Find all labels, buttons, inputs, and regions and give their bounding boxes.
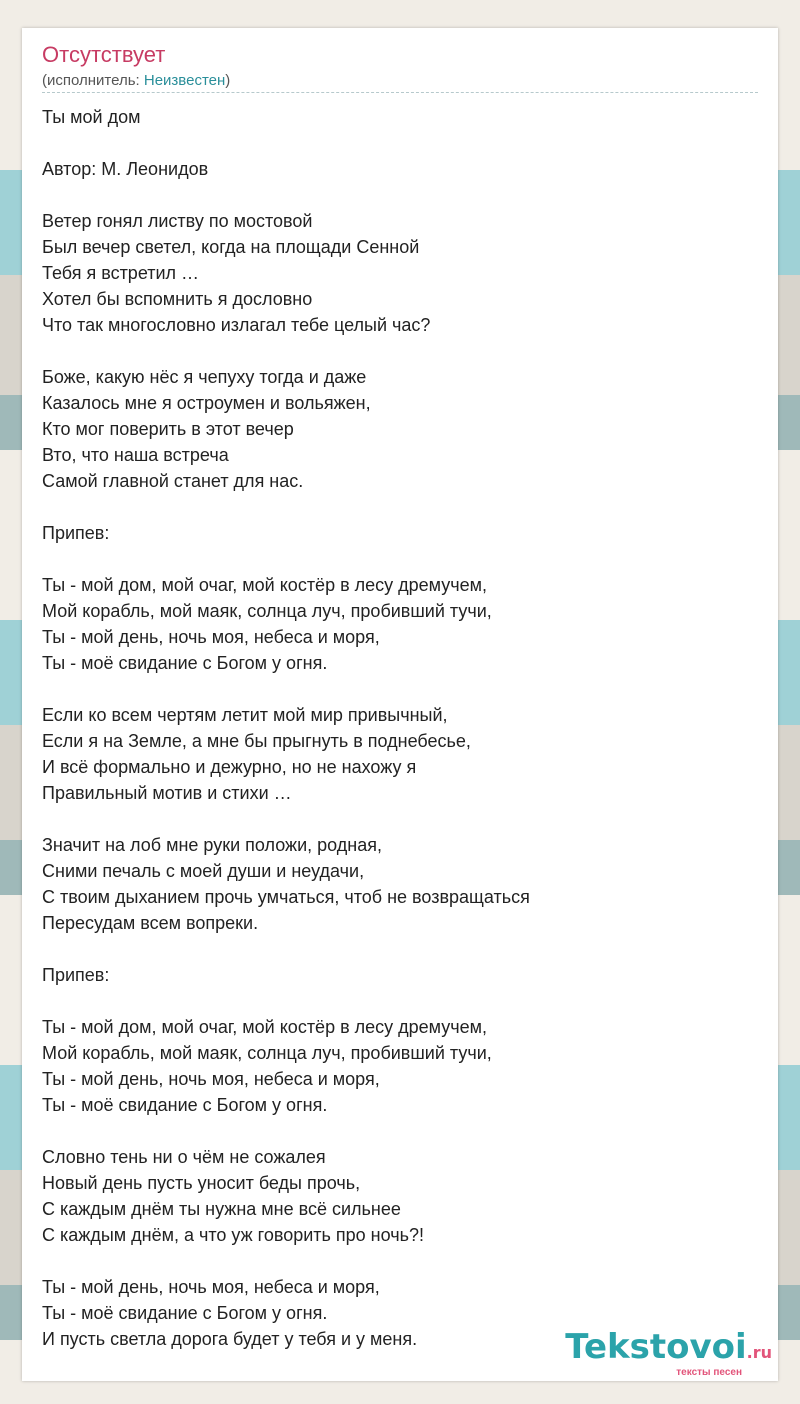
- lyrics-line: Сними печаль с моей души и неудачи,: [42, 861, 365, 881]
- lyrics-line: Новый день пусть уносит беды прочь,: [42, 1173, 361, 1193]
- lyrics-line: Ты - мой день, ночь моя, небеса и моря,: [42, 1277, 380, 1297]
- lyrics-line: И всё формально и дежурно, но не нахожу я: [42, 757, 417, 777]
- lyrics-line: Ты - мой день, ночь моя, небеса и моря,: [42, 627, 380, 647]
- lyrics-line: С каждым днём, а что уж говорить про ночь?!: [42, 1225, 424, 1245]
- performer-link[interactable]: Неизвестен: [143, 72, 226, 89]
- lyrics-blank-line: [42, 1118, 758, 1144]
- lyrics-line: Припев:: [42, 523, 110, 543]
- lyrics-blank-line: [42, 546, 758, 572]
- lyrics-line: Правильный мотив и стихи …: [42, 783, 292, 803]
- lyrics-blank-line: [42, 130, 758, 156]
- lyrics-line: Припев:: [42, 965, 110, 985]
- lyrics-line: Мой корабль, мой маяк, солнца луч, пробивший тучи,: [42, 601, 492, 621]
- logo-tagline: тексты песен: [676, 1367, 742, 1378]
- lyrics-line: Вто, что наша встреча: [42, 445, 229, 465]
- lyrics-line: Был вечер светел, когда на площади Сенной: [42, 237, 420, 257]
- lyrics-blank-line: [42, 806, 758, 832]
- lyrics-card: [22, 28, 778, 1381]
- lyrics-blank-line: [42, 676, 758, 702]
- lyrics-line: Кто мог поверить в этот вечер: [42, 419, 294, 439]
- logo-name: Tekstovoi: [565, 1327, 747, 1367]
- lyrics-blank-line: [42, 338, 758, 364]
- lyrics-line: Пересудам всем вопреки.: [42, 913, 259, 933]
- lyrics-line: Боже, какую нёс я чепуху тогда и даже: [42, 367, 367, 387]
- lyrics-blank-line: [42, 988, 758, 1014]
- lyrics-line: Словно тень ни о чём не сожалея: [42, 1147, 326, 1167]
- performer-prefix: (исполнитель:: [42, 72, 144, 89]
- lyrics-line: Хотел бы вспомнить я дословно: [42, 289, 313, 309]
- lyrics-blank-line: [42, 1248, 758, 1274]
- lyrics-blank-line: [42, 936, 758, 962]
- lyrics-line: Казалось мне я остроумен и вольяжен,: [42, 393, 371, 413]
- logo-wordmark: [565, 1327, 772, 1370]
- lyrics-text: [42, 104, 758, 1352]
- lyrics-line: Самой главной станет для нас.: [42, 471, 304, 491]
- song-title: Отсутствует: [42, 42, 166, 67]
- lyrics-blank-line: [42, 494, 758, 520]
- lyrics-line: И пусть светла дорога будет у тебя и у меня.: [42, 1329, 418, 1349]
- performer-line: [42, 72, 230, 89]
- lyrics-line: Ты мой дом: [42, 107, 141, 127]
- lyrics-line: Что так многословно излагал тебе целый час?: [42, 315, 431, 335]
- lyrics-line: Ты - мой день, ночь моя, небеса и моря,: [42, 1069, 380, 1089]
- lyrics-line: Значит на лоб мне руки положи, родная,: [42, 835, 382, 855]
- lyrics-line: Если ко всем чертям летит мой мир привычный,: [42, 705, 448, 725]
- dashed-divider: [42, 92, 758, 93]
- lyrics-line: С каждым днём ты нужна мне всё сильнее: [42, 1199, 401, 1219]
- lyrics-line: Ты - моё свидание с Богом у огня.: [42, 1303, 328, 1323]
- lyrics-line: Ты - мой дом, мой очаг, мой костёр в лесу дремучем,: [42, 1017, 488, 1037]
- performer-suffix: ): [225, 72, 231, 89]
- lyrics-line: Тебя я встретил …: [42, 263, 200, 283]
- lyrics-line: Ты - моё свидание с Богом у огня.: [42, 1095, 328, 1115]
- lyrics-line: Ты - мой дом, мой очаг, мой костёр в лесу дремучем,: [42, 575, 488, 595]
- lyrics-line: Ветер гонял листву по мостовой: [42, 211, 313, 231]
- lyrics-line: С твоим дыханием прочь умчаться, чтоб не возвращаться: [42, 887, 530, 907]
- lyrics-blank-line: [42, 182, 758, 208]
- lyrics-line: Мой корабль, мой маяк, солнца луч, пробивший тучи,: [42, 1043, 492, 1063]
- lyrics-line: Ты - моё свидание с Богом у огня.: [42, 653, 328, 673]
- lyrics-line: Автор: М. Леонидов: [42, 159, 209, 179]
- logo-tld: .ru: [746, 1343, 772, 1362]
- lyrics-line: Если я на Земле, а мне бы прыгнуть в поднебесье,: [42, 731, 471, 751]
- site-logo[interactable]: [565, 1327, 772, 1378]
